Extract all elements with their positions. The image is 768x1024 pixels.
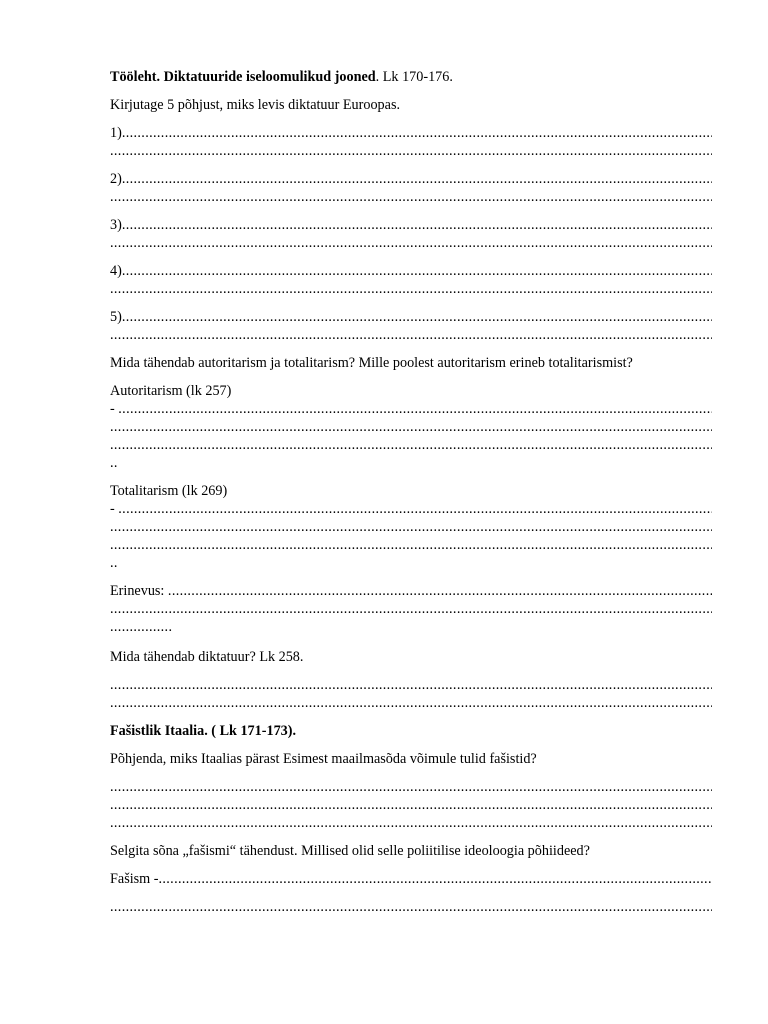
answer-line-1[interactable] bbox=[110, 124, 712, 142]
erinevus-line-tail[interactable]: ................ bbox=[110, 619, 173, 635]
autoritarism-line-3[interactable] bbox=[110, 436, 712, 454]
itaalia-line-2[interactable] bbox=[110, 796, 712, 814]
answer-line-2b[interactable] bbox=[110, 188, 712, 206]
erinevus-label: Erinevus: bbox=[110, 583, 168, 599]
fasism-label: Fašism - bbox=[110, 871, 159, 887]
worksheet-page bbox=[110, 66, 712, 916]
answer-line-1b[interactable] bbox=[110, 142, 712, 160]
section-heading-text: Fašistlik Itaalia. ( Lk 171-173). bbox=[110, 723, 297, 739]
answer-line-3b[interactable] bbox=[110, 234, 712, 252]
question-diktatuur: Mida tähendab diktatuur? Lk 258. bbox=[110, 649, 304, 665]
answer-number-1: 1) bbox=[110, 125, 122, 141]
diktatuur-line-1[interactable] bbox=[110, 676, 712, 694]
totalitarism-line-2[interactable] bbox=[110, 518, 712, 536]
diktatuur-line-2[interactable] bbox=[110, 694, 712, 712]
answer-number-4: 4) bbox=[110, 263, 122, 279]
answer-line-3[interactable] bbox=[110, 216, 712, 234]
title-page-ref: . Lk 170-176. bbox=[375, 69, 453, 85]
fasism-line-1[interactable] bbox=[110, 870, 712, 888]
question-autoritarism-totalitarism: Mida tähendab autoritarism ja totalitarism? Mille poolest autoritarism erineb totalitarismist? bbox=[110, 355, 633, 371]
autoritarism-label: Autoritarism (lk 257) bbox=[110, 383, 232, 399]
itaalia-line-3[interactable] bbox=[110, 814, 712, 832]
answer-line-4b[interactable] bbox=[110, 280, 712, 298]
autoritarism-dash: - bbox=[110, 401, 119, 417]
answer-number-3: 3) bbox=[110, 217, 122, 233]
erinevus-line-2[interactable] bbox=[110, 600, 712, 618]
totalitarism-dash: - bbox=[110, 501, 119, 517]
answer-line-4[interactable] bbox=[110, 262, 712, 280]
answer-line-2[interactable] bbox=[110, 170, 712, 188]
answer-number-5: 5) bbox=[110, 309, 122, 325]
totalitarism-line-1[interactable] bbox=[110, 500, 712, 518]
totalitarism-line-tail[interactable]: .. bbox=[110, 555, 118, 571]
title-bold: Tööleht. Diktatuuride iseloomulikud jooned bbox=[110, 69, 376, 85]
answer-line-5b[interactable] bbox=[110, 326, 712, 344]
totalitarism-line-3[interactable] bbox=[110, 536, 712, 554]
question-reasons: Kirjutage 5 põhjust, miks levis diktatuur Euroopas. bbox=[110, 97, 401, 113]
answer-line-5[interactable] bbox=[110, 308, 712, 326]
totalitarism-label: Totalitarism (lk 269) bbox=[110, 483, 228, 499]
itaalia-line-1[interactable] bbox=[110, 778, 712, 796]
section-heading-fasistlik-itaalia bbox=[110, 722, 712, 740]
worksheet-title bbox=[110, 68, 712, 86]
fasism-line-2[interactable] bbox=[110, 898, 712, 916]
question-fasism-meaning: Selgita sõna „fašismi“ tähendust. Millised olid selle poliitilise ideoloogia põhiideed? bbox=[110, 843, 590, 859]
autoritarism-line-1[interactable] bbox=[110, 400, 712, 418]
autoritarism-line-tail[interactable]: .. bbox=[110, 455, 118, 471]
erinevus-line-1[interactable] bbox=[110, 582, 712, 600]
autoritarism-line-2[interactable] bbox=[110, 418, 712, 436]
answer-number-2: 2) bbox=[110, 171, 122, 187]
question-itaalia-fasistid: Põhjenda, miks Itaalias pärast Esimest maailmasõda võimule tulid fašistid? bbox=[110, 751, 537, 767]
